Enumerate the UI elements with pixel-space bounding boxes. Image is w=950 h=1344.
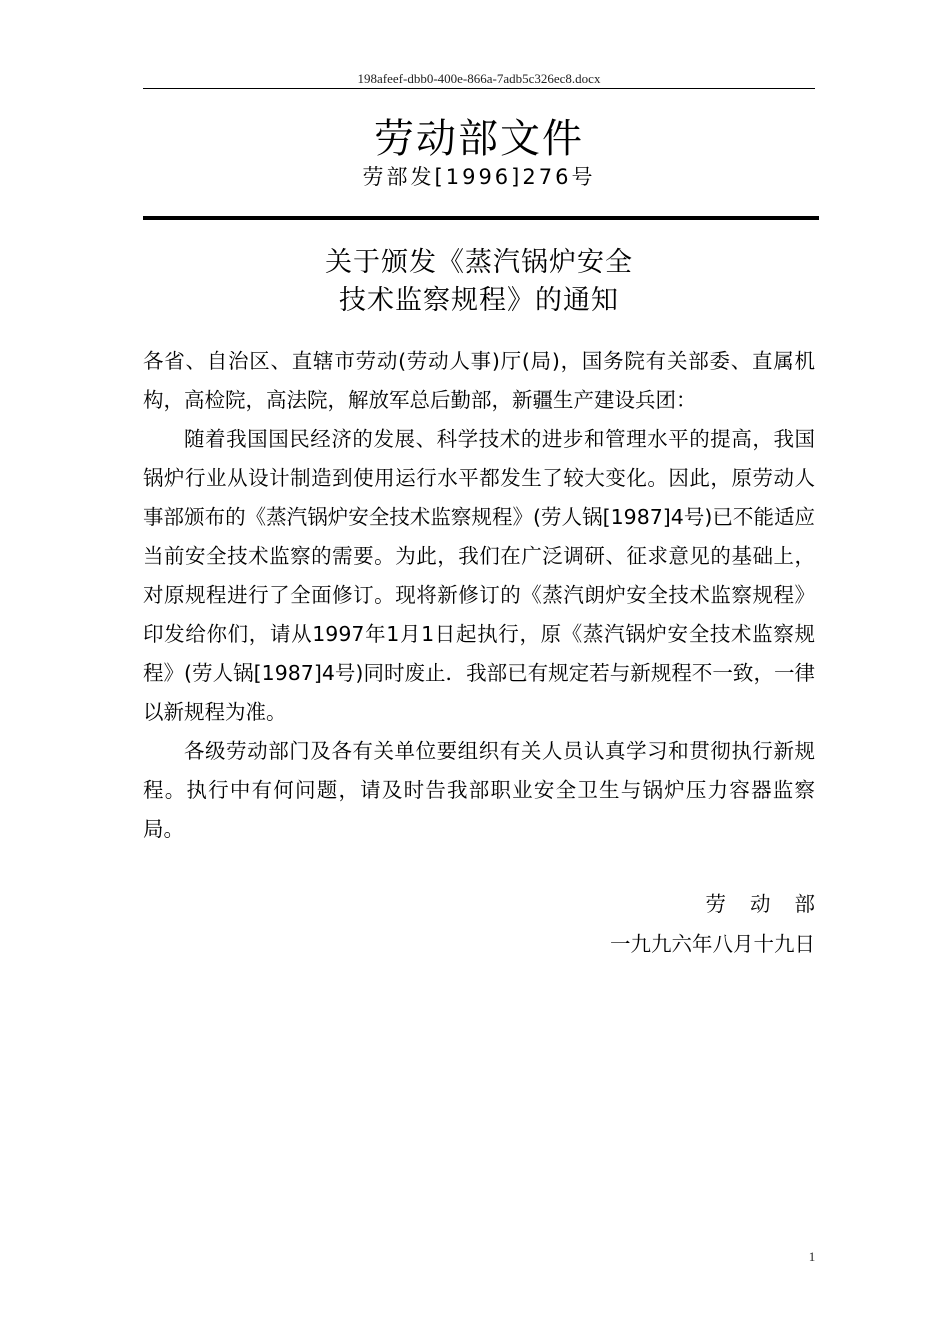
subject-line-1: 关于颁发《蒸汽锅炉安全 [325, 247, 633, 278]
signature-organization: 劳动部 [705, 892, 839, 916]
header-filename: 198afeef-dbb0-400e-866a-7adb5c326ec8.docx [357, 71, 601, 86]
notice-subject [143, 244, 815, 320]
subject-line-2: 技术监察规程》的通知 [339, 285, 619, 316]
signature-block [610, 886, 839, 962]
page-number: 1 [808, 1249, 816, 1264]
header-divider [143, 88, 815, 89]
signature-date: 一九九六年八月十九日 [610, 932, 815, 956]
document-number: 劳部发[1996]276号 [362, 165, 596, 189]
document-title: 劳动部文件 [374, 116, 584, 162]
notice-body [143, 342, 815, 849]
title-divider [143, 216, 819, 220]
body-paragraph-1: 随着我国国民经济的发展、科学技术的进步和管理水平的提高，我国锅炉行业从设计制造到使用运行水平都发生了较大变化。因此，原劳动人事部颁布的《蒸汽锅炉安全技术监察规程》(劳人锅[1987]4号)已不能适应当前安全技术监察的需要。为此，我们在广泛调研、征求意见的基础上，对原规程进行了全面修订。现将新修订的《蒸汽朗炉安全技术监察规程》印发给你们，请从1997年1月1日起执行，原《蒸汽锅炉安全技术监察规程》(劳人锅[1987]4号)同时废止．我部已有规定若与新规程不一致，一律以新规程为准。 [143, 427, 815, 724]
body-paragraph-2: 各级劳动部门及各有关单位要组织有关人员认真学习和贯彻执行新规程。执行中有何问题，请及时告我部职业安全卫生与锅炉压力容器监察局。 [143, 739, 815, 841]
addressee: 各省、自治区、直辖市劳动(劳动人事)厅(局)，国务院有关部委、直属机构，高检院，高法院，解放军总后勤部，新疆生产建设兵团： [143, 349, 815, 412]
